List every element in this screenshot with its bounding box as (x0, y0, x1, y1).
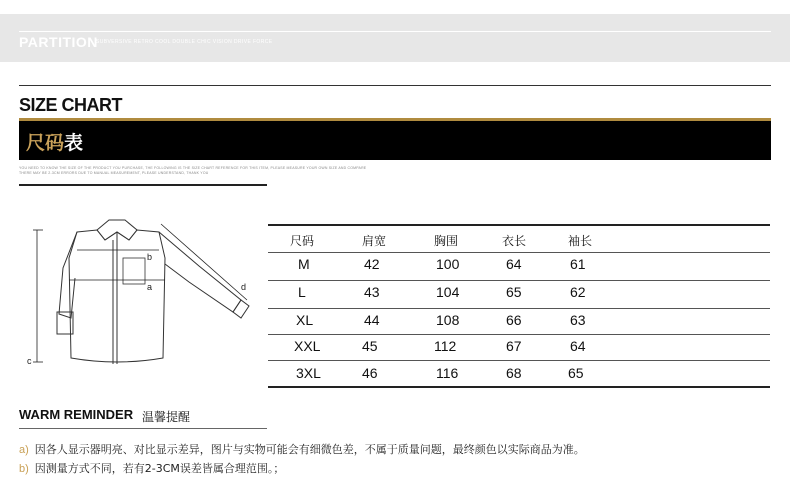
cell-sleeve: 65 (568, 365, 584, 381)
shirt-measurement-diagram (19, 218, 265, 388)
banner-title-accent: 尺码 (26, 132, 65, 154)
note-letter-b: b) (19, 463, 29, 475)
partition-band (0, 14, 790, 62)
warm-reminder-title: WARM REMINDER (19, 407, 134, 422)
cell-size: XL (296, 312, 314, 328)
label-d: d (241, 282, 247, 292)
table-header (268, 230, 770, 252)
cell-shoulder: 46 (362, 365, 378, 381)
note-text-a: 因各人显示器明亮、对比显示差异，图片与实物可能会有细微色差，不属于质量问题，最终颜色以实际商品为准。 (34, 443, 585, 456)
cell-chest: 100 (436, 256, 460, 272)
cell-length: 66 (506, 312, 522, 328)
note-text-b: 因测量方式不同，若有2-3CM误差皆属合理范围。； (34, 462, 285, 475)
cell-size: M (298, 256, 310, 272)
top-divider (19, 85, 771, 86)
cell-chest: 112 (434, 338, 457, 354)
cell-length: 68 (506, 365, 522, 381)
section-divider (19, 184, 267, 186)
header-chest: 胸围 (434, 234, 459, 248)
cell-shoulder: 45 (362, 338, 378, 354)
warm-reminder-divider (19, 428, 267, 429)
cell-shoulder: 44 (364, 312, 380, 328)
cell-sleeve: 61 (570, 256, 586, 272)
cell-sleeve: 63 (570, 312, 586, 328)
size-chart-banner-title (26, 128, 83, 155)
label-c: c (27, 356, 32, 366)
cell-shoulder: 43 (364, 284, 380, 300)
cell-chest: 116 (436, 365, 459, 381)
cell-sleeve: 64 (570, 338, 586, 354)
banner-title-rest: 表 (64, 132, 84, 154)
label-a: a (147, 282, 153, 292)
partition-title: PARTITION (19, 34, 98, 50)
table-bottom-rule (268, 386, 770, 388)
cell-length: 67 (506, 338, 522, 354)
shirt-left-sleeve (59, 232, 77, 318)
table-top-rule (268, 224, 770, 226)
reminder-note-a (19, 441, 585, 457)
header-shoulder: 肩宽 (362, 234, 387, 248)
table-row (268, 284, 770, 310)
shirt-right-sleeve (159, 232, 241, 312)
reminder-note-b (19, 460, 284, 476)
note-letter-a: a) (19, 444, 29, 456)
measure-line-d (161, 224, 247, 300)
header-length: 衣长 (502, 234, 527, 248)
header-sleeve: 袖长 (568, 234, 593, 248)
fine-print-line-2: THERE MAY BE 2-3CM ERRORS DUE TO MANUAL MEASUREMENT, PLEASE UNDERSTAND, THANK YOU (19, 171, 209, 175)
cell-chest: 108 (436, 312, 460, 328)
label-b: b (147, 252, 153, 262)
size-chart-title: SIZE CHART (19, 95, 122, 115)
cell-sleeve: 62 (570, 284, 586, 300)
cell-length: 64 (506, 256, 522, 272)
size-chart-banner (19, 118, 771, 160)
warm-reminder-title-cn: 温馨提醒 (142, 410, 191, 424)
partition-divider (19, 31, 771, 32)
fine-print-line-1: YOU NEED TO KNOW THE SIZE OF THE PRODUCT YOU PURCHASE, THE FOLLOWING IS THE SIZE CHART REFERENCE FOR THIS ITEM, PLEASE MEASURE YOUR OWN SIZE AND COMPARE (19, 166, 367, 170)
cell-size: L (298, 284, 306, 300)
cell-shoulder: 42 (364, 256, 380, 272)
cell-size: 3XL (296, 365, 321, 381)
cell-chest: 104 (436, 284, 460, 300)
header-size: 尺码 (290, 234, 315, 248)
cell-size: XXL (294, 338, 321, 354)
shirt-right-cuff (233, 300, 249, 318)
partition-subtitle: SUBVERSIVE RETRO COOL DOUBLE CHIC VISION DRIVE FORCE (96, 39, 273, 45)
cell-length: 65 (506, 284, 522, 300)
table-row (268, 256, 770, 282)
